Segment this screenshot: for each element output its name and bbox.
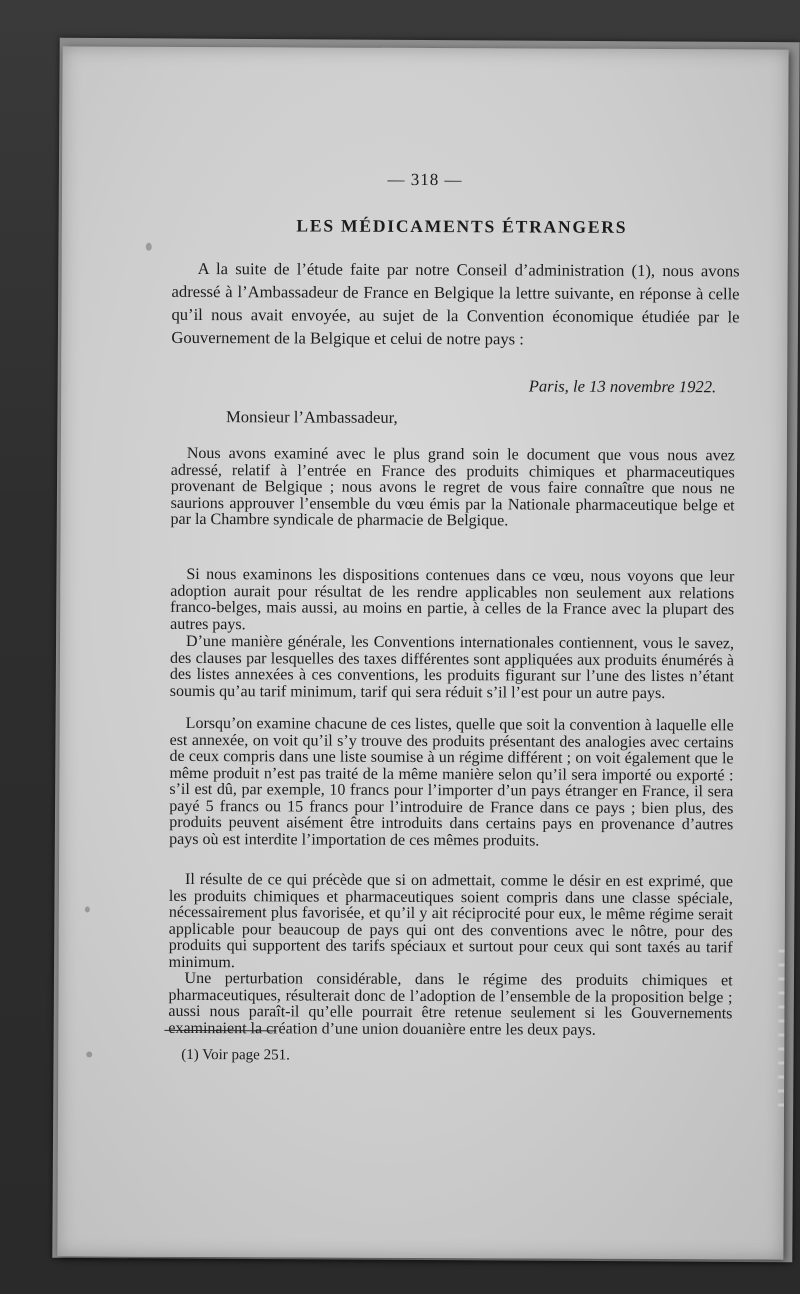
document-page <box>57 46 788 1259</box>
letter-paragraph: Si nous examinons les dispositions contenues dans ce vœu, nous voyons que leur adoption aurait pour résultat de les rendre applicables non seulement aux relations franco-belges, mais aussi, au moins en partie, à celles de la France avec la plupart des autres pays. <box>170 565 735 633</box>
paper-speck <box>86 1052 92 1058</box>
intro-paragraph: A la suite de l’étude faite par notre Conseil d’administration (1), nous avons adressé à l’Ambassadeur de France en Belgique la lettre suivante, en réponse à celle qu’il nous avait envoyée, au sujet de la Convention économique étudiée par le Gouvernement de la Belgique et celui de notre pays : <box>171 259 740 349</box>
letter-paragraph: Lorsqu’on examine chacune de ces listes, quelle que soit la convention à laquelle elle est annexée, on voit qu’il s’y trouve des produits présentant des analogies avec certains de ceux compris dans une liste soumise à un régime différent ; on voit également que le même produit n’est pas traité de la même manière selon qu’il sera importé ou exporté : s’il est dû, par exemple, 10 francs pour l’importer d’un pays étranger en France, il sera payé 5 francs ou 15 francs pour l’introduire de France dans ce pays ; bien plus, des produits peuvent aisément être introduits dans certains pays en provenance d’autres pays où est interdite l’importation de ces mêmes produits. <box>169 714 734 850</box>
letter-paragraph: D’une manière générale, les Conventions internationales contiennent, vous le savez, des clauses par lesquelles des taxes différentes sont appliquées aux produits énumérés à des listes annexées à ces conventions, les produits figurant sur l’une des listes n’étant soumis qu’au tarif minimum, tarif qui sera réduit s’il l’est pour un autre pays. <box>169 632 735 702</box>
footnote: (1) Voir page 251. <box>181 1046 290 1064</box>
page-number: — 318 — <box>387 169 463 190</box>
letter-salutation: Monsieur l’Ambassadeur, <box>225 407 398 427</box>
dateline-text: Paris, le 13 novembre 1922. <box>528 376 717 397</box>
letter-paragraph: Il résulte de ce qui précède que si on admettait, comme le désir en est exprimé, que les produits chimiques et pharmaceutiques soient compris dans une classe spéciale, nécessairement plus favorisée, et qu’il y ait réciprocité pour eux, le même régime serait applicable pour beaucoup de pays qui ont des conventions avec le nôtre, pour des produits qui supportent des tarifs spéciaux et surtout pour ceux qui sont taxés au tarif minimum. <box>168 870 734 971</box>
letter-paragraph: Nous avons examiné avec le plus grand soin le document que vous nous avez adressé, relatif à l’entrée en France des produits chimiques et pharmaceutiques provenant de Belgique ; nous avons le regret de vous faire connaître que nous ne saurions approuver l’ensemble du vœu émis par la Nationale pharmaceutique belge et par la Chambre syndicale de pharmacie de Belgique. <box>170 444 735 530</box>
article-title: LES MÉDICAMENTS ÉTRANGERS <box>296 215 628 237</box>
page-edge-marks <box>778 950 785 1110</box>
paper-speck <box>146 243 152 251</box>
letter-dateline <box>361 376 716 398</box>
letter-paragraph: Une perturbation considérable, dans le régime des produits chimiques et pharmaceutiques, résulterait donc de l’adoption de l’ensemble de la proposition belge ; aussi nous paraît-il qu’elle pourrait être retenue seulement si les Gouvernements examinaient la création d’une union douanière entre les deux pays. <box>168 969 733 1039</box>
paper-speck <box>85 907 90 913</box>
